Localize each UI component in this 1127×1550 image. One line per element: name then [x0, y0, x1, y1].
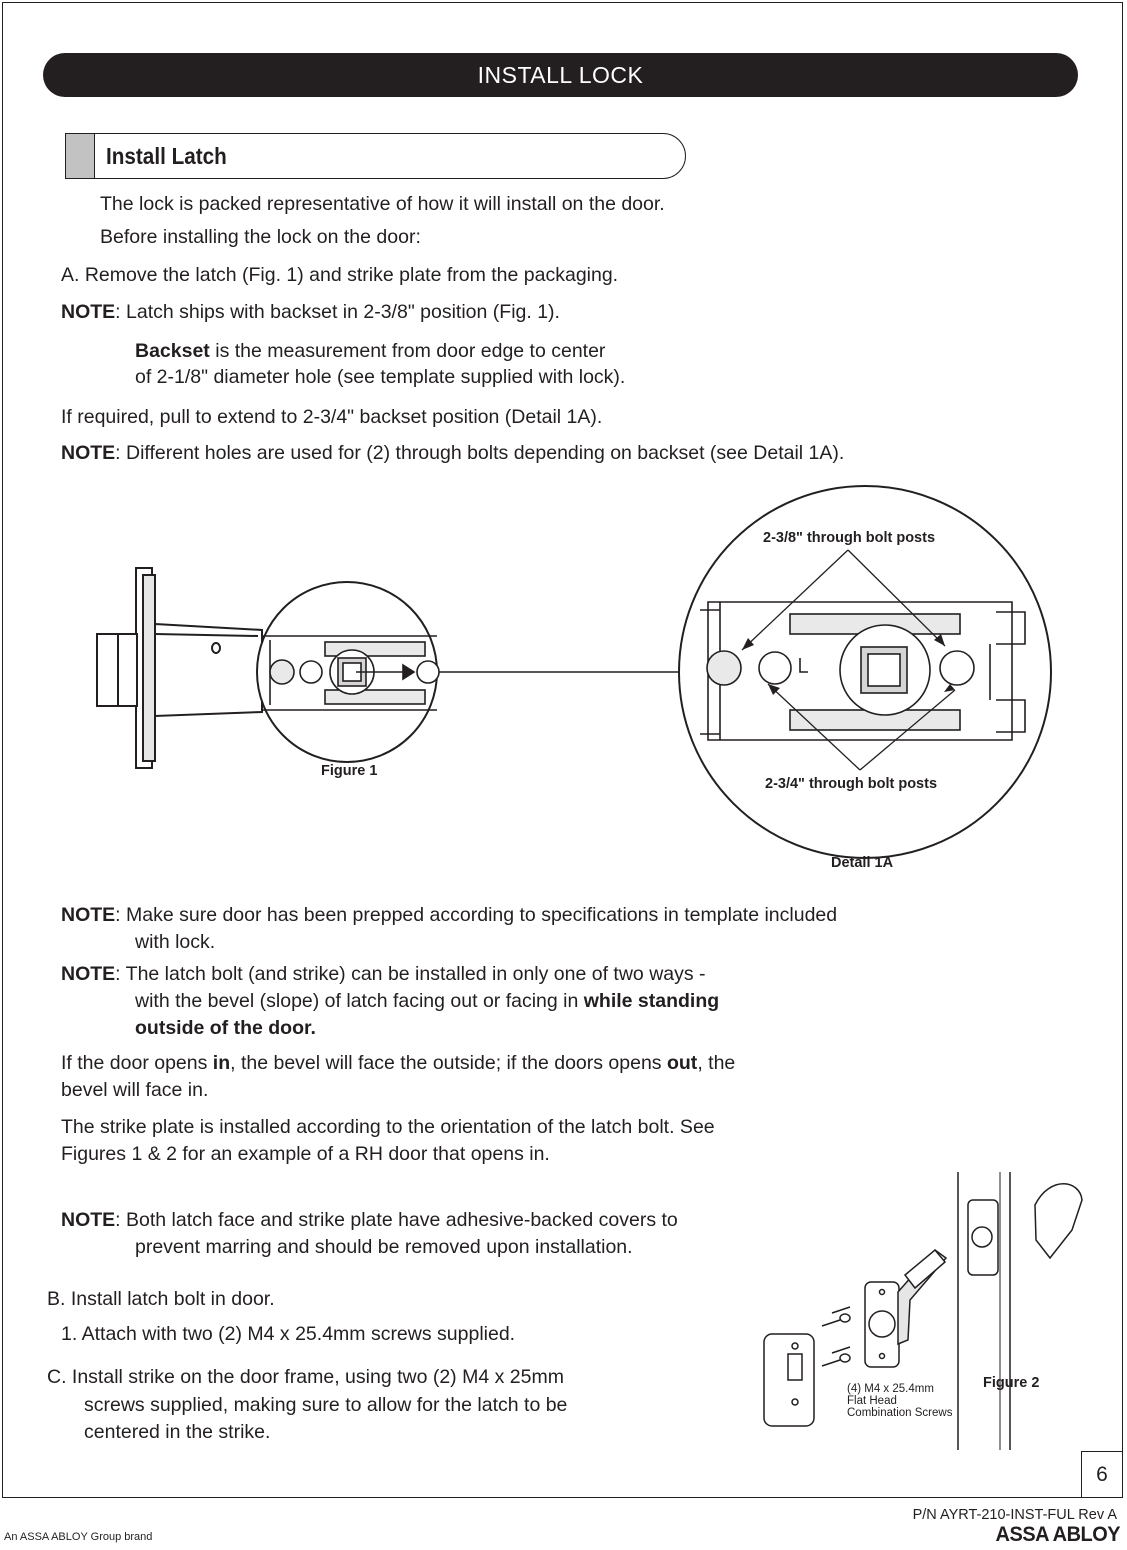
note-text: : Both latch face and strike plate have adhesive-backed covers to: [115, 1209, 678, 1231]
note-text: with the bevel (slope) of latch facing out or facing in: [135, 990, 584, 1012]
callout-2-3-4: 2-3/4" through bolt posts: [765, 776, 938, 792]
note-label: NOTE: [61, 442, 116, 464]
text: If the door opens: [61, 1052, 213, 1074]
note-text: : The latch bolt (and strike) can be installed in only one of two ways -: [115, 963, 706, 985]
note-text: : Make sure door has been prepped according to specifications in template included: [115, 904, 838, 926]
note-bevel-3: outside of the door.: [135, 1017, 316, 1039]
section-banner: INSTALL LOCK: [43, 53, 1078, 97]
note-text: : Latch ships with backset in 2-3/8" position (Fig. 1).: [115, 301, 560, 323]
screw-spec-3: Combination Screws: [847, 1407, 953, 1419]
extend-instruction: If required, pull to extend to 2-3/4" backset position (Detail 1A).: [61, 406, 603, 428]
emphasis-out: out: [666, 1052, 698, 1074]
screw-spec-1: (4) M4 x 25.4mm: [847, 1383, 934, 1395]
part-number: P/N AYRT-210-INST-FUL Rev A: [912, 1507, 1117, 1523]
step-b: B. Install latch bolt in door.: [47, 1288, 275, 1310]
assa-abloy-logo: ASSA ABLOY: [995, 1523, 1120, 1546]
note-label: NOTE: [61, 1209, 116, 1231]
backset-term: Backset: [135, 340, 210, 362]
callout-2-3-8: 2-3/8" through bolt posts: [763, 530, 936, 546]
step-c: C. Install strike on the door frame, using two (2) M4 x 25mm: [47, 1366, 564, 1388]
brand-line: An ASSA ABLOY Group brand: [4, 1531, 153, 1543]
note-door-prep-2: with lock.: [135, 931, 216, 953]
door-opens-text-2: bevel will face in.: [61, 1079, 209, 1101]
emphasis-in: in: [212, 1052, 231, 1074]
note-label: NOTE: [61, 904, 116, 926]
step-c-2: screws supplied, making sure to allow for the latch to be: [84, 1394, 568, 1416]
strike-orientation-2: Figures 1 & 2 for an example of a RH door that opens in.: [61, 1143, 550, 1165]
text: , the: [697, 1052, 736, 1074]
backset-definition-2: of 2-1/8" diameter hole (see template supplied with lock).: [135, 366, 626, 388]
backset-text: is the measurement from door edge to center: [209, 340, 606, 362]
note-covers-2: prevent marring and should be removed upon installation.: [135, 1236, 633, 1258]
page-number: 6: [1081, 1451, 1123, 1498]
strike-orientation: The strike plate is installed according to the orientation of the latch bolt. See: [61, 1116, 715, 1138]
step-a: A. Remove the latch (Fig. 1) and strike plate from the packaging.: [61, 264, 619, 286]
screw-spec-2: Flat Head: [847, 1395, 897, 1407]
intro-line-2: Before installing the lock on the door:: [100, 226, 421, 248]
intro-line-1: The lock is packed representative of how it will install on the door.: [100, 193, 665, 215]
step-c-3: centered in the strike.: [84, 1421, 271, 1443]
text: , the bevel will face the outside; if the doors opens: [230, 1052, 667, 1074]
detail-1a-label: Detail 1A: [831, 855, 894, 871]
subsection-title: Install Latch: [106, 143, 227, 169]
note-emphasis: while standing: [583, 990, 720, 1012]
step-b-1: 1. Attach with two (2) M4 x 25.4mm screws supplied.: [61, 1323, 516, 1345]
note-label: NOTE: [61, 963, 116, 985]
figure-2-label: Figure 2: [983, 1375, 1040, 1391]
note-label: NOTE: [61, 301, 116, 323]
note-text: : Different holes are used for (2) through bolts depending on backset (see Detail 1A).: [115, 442, 845, 464]
figure-1-label: Figure 1: [321, 763, 378, 779]
